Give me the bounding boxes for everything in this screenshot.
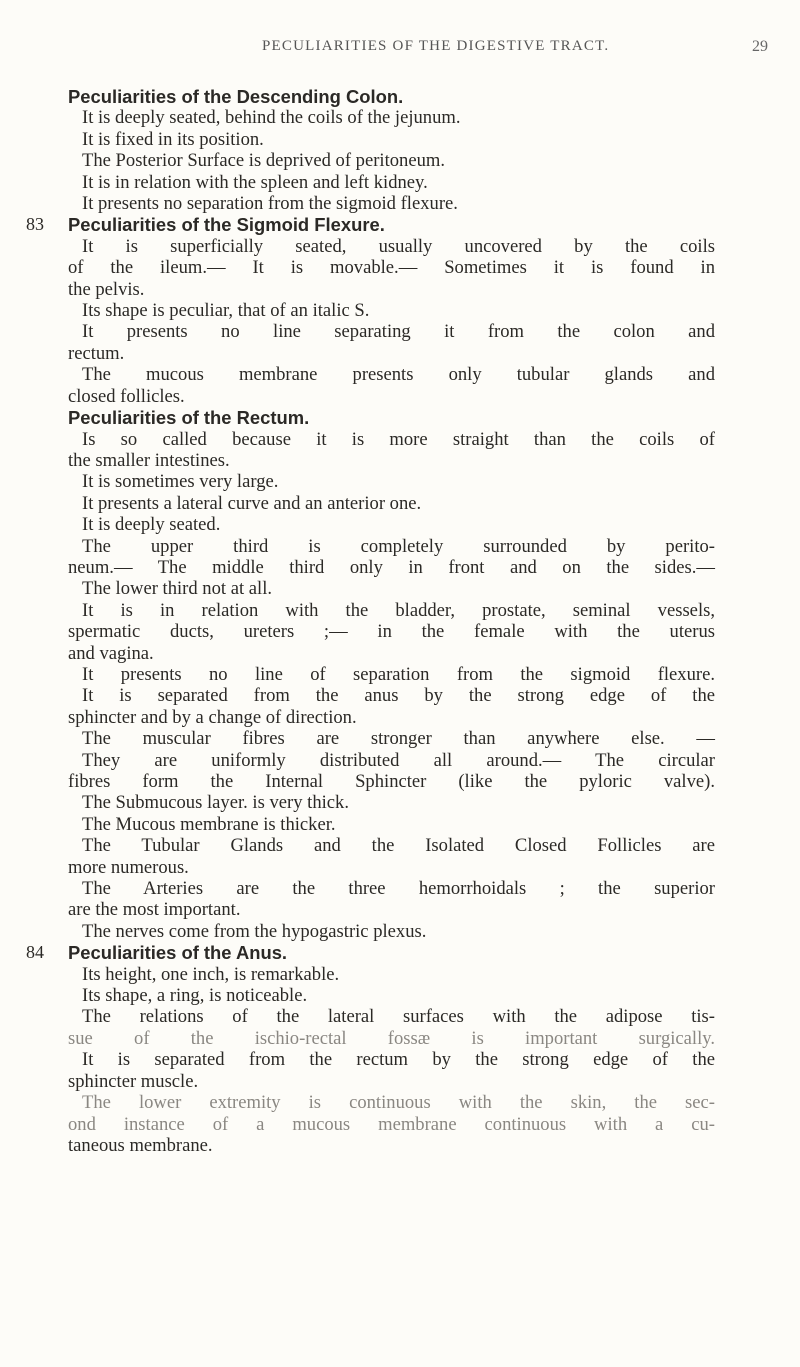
text-line: of the ileum.— It is movable.— Sometimes it is found in <box>68 257 715 279</box>
text-line: The Tubular Glands and the Isolated Closed Follicles are <box>82 835 715 857</box>
text-line: Its shape is peculiar, that of an italic S. <box>82 300 370 322</box>
text-line: closed follicles. <box>68 385 185 407</box>
text-line: It presents a lateral curve and an anterior one. <box>82 492 422 514</box>
text-line: It presents no separation from the sigmoid flexure. <box>82 193 458 215</box>
text-line: taneous membrane. <box>68 1134 213 1156</box>
heading-anus <box>0 942 800 963</box>
text-line: Its shape, a ring, is noticeable. <box>82 985 308 1007</box>
text-line: The Arteries are the three hemorrhoidals ; the superior <box>82 878 715 900</box>
text-line: The muscular fibres are stronger than anywhere else. — <box>82 728 715 750</box>
text-line: The upper third is completely surrounded by perito- <box>82 535 715 557</box>
text-line: It is deeply seated. <box>82 514 221 536</box>
text-line: Is so called because it is more straight than the coils of <box>82 428 715 450</box>
text-line: The nerves come from the hypogastric plexus. <box>82 920 427 942</box>
text-line: ond instance of a mucous membrane continuous with a cu- <box>68 1113 715 1135</box>
heading-sigmoid-flexure <box>0 214 800 235</box>
text-line: It is separated from the rectum by the strong edge of the <box>82 1049 715 1071</box>
text-line: It presents no line separating it from the colon and <box>82 321 715 343</box>
page-body <box>0 86 800 1156</box>
text-line: It is in relation with the spleen and left kidney. <box>82 171 428 193</box>
text-line: more numerous. <box>68 856 189 878</box>
text-line: It is in relation with the bladder, prostate, seminal vessels, <box>82 599 715 621</box>
text-line: spermatic ducts, ureters ;— in the female with the uterus <box>68 621 715 643</box>
text-line: The relations of the lateral surfaces with the adipose tis- <box>82 1006 715 1028</box>
text-line: sphincter muscle. <box>68 1070 199 1092</box>
text-line: It presents no line of separation from the sigmoid flexure. <box>82 663 715 685</box>
text-line: sphincter and by a change of direction. <box>68 706 357 728</box>
text-line: the smaller intestines. <box>68 449 230 471</box>
text-line: and vagina. <box>68 642 154 664</box>
text-line: Its height, one inch, is remarkable. <box>82 963 340 985</box>
text-line: The lower third not at all. <box>82 578 273 600</box>
heading-text: Peculiarities of the Anus. <box>68 942 288 964</box>
text-line: are the most important. <box>68 899 241 921</box>
text-line: They are uniformly distributed all around.— The circular <box>82 749 715 771</box>
text-line: The lower extremity is continuous with the skin, the sec- <box>82 1092 715 1114</box>
text-line: The Mucous membrane is thicker. <box>82 813 336 835</box>
text-line: The Posterior Surface is deprived of peritoneum. <box>82 150 445 172</box>
text-line: fibres form the Internal Sphincter (like the pyloric valve). <box>68 771 715 792</box>
text-line: the pelvis. <box>68 278 145 300</box>
page-number: 29 <box>752 38 768 55</box>
heading-rectum: Peculiarities of the Rectum. <box>68 407 310 429</box>
text-line: It is separated from the anus by the strong edge of the <box>82 685 715 707</box>
running-head: PECULIARITIES OF THE DIGESTIVE TRACT. <box>262 38 610 54</box>
text-line: It is fixed in its position. <box>82 128 264 150</box>
heading-descending-colon: Peculiarities of the Descending Colon. <box>68 86 404 107</box>
text-line: It is sometimes very large. <box>82 471 279 493</box>
heading-text: Peculiarities of the Sigmoid Flexure. <box>68 214 385 236</box>
text-line: The Submucous layer. is very thick. <box>82 792 349 814</box>
text-line: sue of the ischio-rectal fossæ is important surgically. <box>68 1027 715 1049</box>
text-line: rectum. <box>68 342 125 364</box>
text-line: It is deeply seated, behind the coils of the jejunum. <box>82 107 461 129</box>
section-number: 84 <box>26 942 44 963</box>
section-number: 83 <box>26 214 44 235</box>
text-line: The mucous membrane presents only tubular glands and <box>82 364 715 386</box>
text-line: It is superficially seated, usually uncovered by the coils <box>82 235 715 257</box>
text-line: neum.— The middle third only in front and on the sides.— <box>68 556 715 578</box>
